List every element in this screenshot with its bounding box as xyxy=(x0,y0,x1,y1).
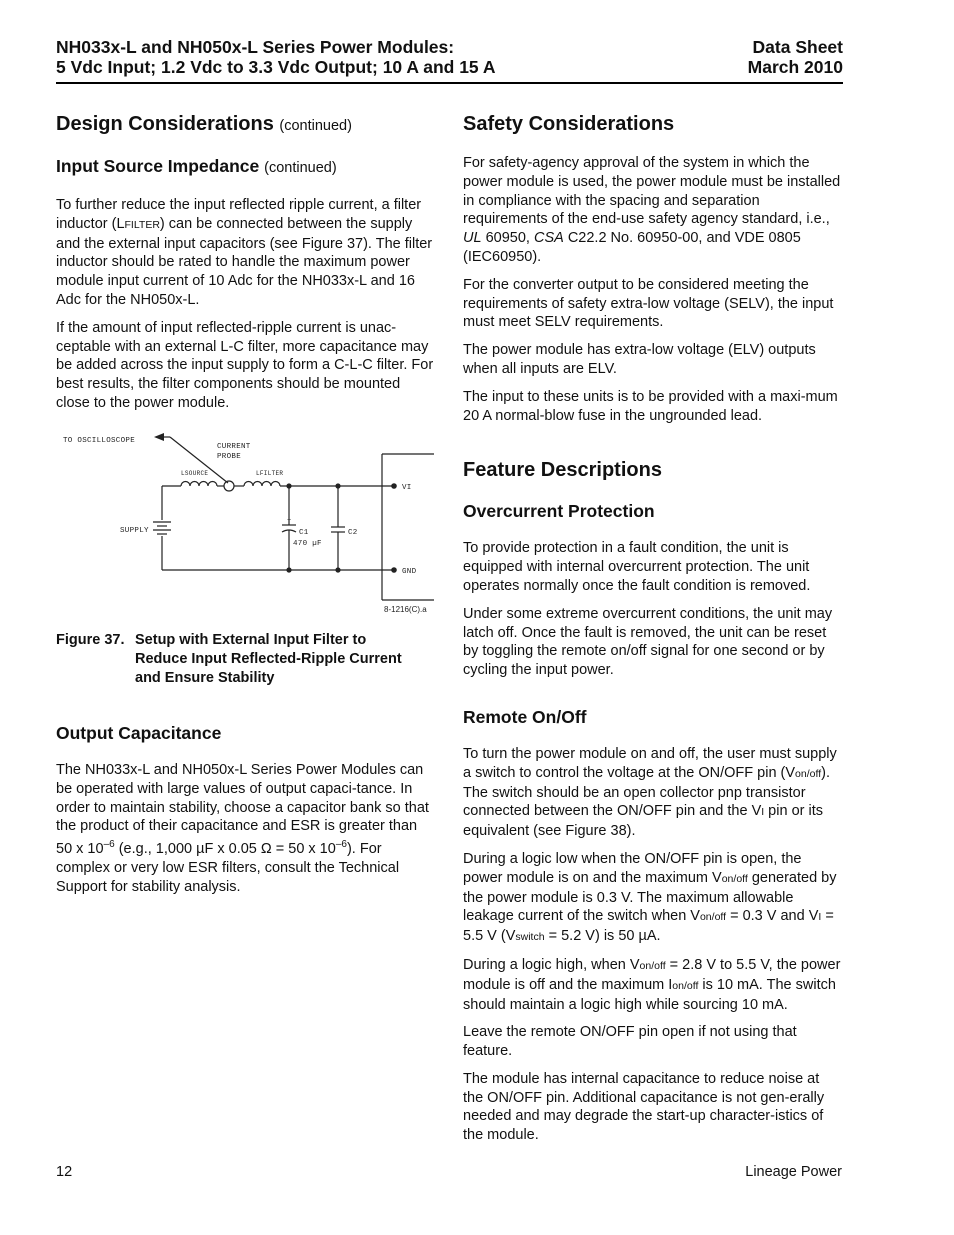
input-paragraph-1 xyxy=(56,196,436,310)
label-supply: SUPPLY xyxy=(120,527,149,535)
output-capacitance-section xyxy=(56,722,436,896)
lfilter-inductor xyxy=(244,482,280,487)
doc-type: Data Sheet xyxy=(752,37,843,57)
right-column xyxy=(463,112,843,1145)
s1-a: For safety-agency approval of the system in which the power module is used, the power module must be installed in compliance with the spacing and separation requirements of the end-use safety agency standard, i.e., xyxy=(463,155,841,228)
r2-c: = 0.3 V and V xyxy=(726,908,819,925)
remote-paragraph-3 xyxy=(463,956,843,1014)
overcurrent-heading: Overcurrent Protection xyxy=(463,501,655,522)
p1-a: To further reduce the input reflected ripple current, a filter inductor (L xyxy=(56,197,422,232)
input-source-heading xyxy=(56,155,436,179)
label-to-oscilloscope: TO OSCILLOSCOPE xyxy=(63,437,136,445)
r2-sub2: on/off xyxy=(699,911,727,924)
figure-37-schematic xyxy=(56,422,440,618)
header-title-line2: 5 Vdc Input; 1.2 Vdc to 3.3 Vdc Output; 10 A and 15 A xyxy=(56,57,496,77)
gnd-terminal-dot xyxy=(391,567,397,573)
label-lsource: LSOURCE xyxy=(181,470,209,477)
oscilloscope-arrow-icon xyxy=(154,433,164,441)
doc-date: March 2010 xyxy=(747,57,843,77)
output-capacitance-heading: Output Capacitance xyxy=(56,723,222,743)
r3-sub1: on/off xyxy=(639,959,666,972)
header-meta xyxy=(748,37,843,77)
header-title-line1: NH033x-L and NH050x-L Series Power Modules: xyxy=(56,37,455,57)
s1-c: C22.2 No. 60950-00, and VDE 0805 (IEC60950). xyxy=(463,230,801,265)
current-probe-loop xyxy=(224,481,234,491)
s1-b: 60950, xyxy=(481,230,534,247)
figure-code: 8-1216(C).a xyxy=(384,605,427,614)
r2-sub1: on/off xyxy=(721,872,748,885)
r3-c: is 10 mA. The switch should maintain a logic high while sourcing 10 mA. xyxy=(463,976,836,1013)
caption-line-2: Reduce Input Reflected-Ripple Current xyxy=(135,651,402,667)
vi-terminal-dot xyxy=(391,483,397,489)
remote-paragraph-4: Leave the remote ON/OFF pin open if not using that feature. xyxy=(463,1024,797,1060)
label-c2: C2 xyxy=(348,529,358,537)
p1-sub: FILTER xyxy=(124,218,160,231)
r2-d: = 5.5 V (V xyxy=(463,908,834,945)
junction-dot xyxy=(335,483,340,488)
r1-a: To turn the power module on and off, the user must supply a switch to control the voltage at the ON/OFF pin (V xyxy=(463,745,837,781)
remote-paragraph-1 xyxy=(463,745,843,841)
figure-37-caption xyxy=(56,631,436,688)
p3-exp1: –6 xyxy=(103,839,115,851)
label-c1-value: 470 µF xyxy=(293,540,322,548)
footer-company: Lineage Power xyxy=(745,1164,842,1180)
caption-number: Figure 37. xyxy=(56,632,125,648)
label-c1: C1 xyxy=(299,529,309,537)
junction-dot xyxy=(286,483,291,488)
r2-a: During a logic low when the ON/OFF pin is open, the power module is on and the maximum V xyxy=(463,850,802,886)
overcurrent-paragraph-1: To provide protection in a fault condition, the unit is equipped with internal overcurrent protection. The unit operates normally once the fault condition is removed. xyxy=(463,540,811,594)
junction-dot xyxy=(286,567,291,572)
design-considerations-heading xyxy=(56,112,436,138)
r1-b: ). The switch should be an open collector pnp transistor connected between the ON/OFF pin and the V xyxy=(463,764,830,820)
label-c1-plus: + xyxy=(287,517,292,525)
safety-paragraph-3: The power module has extra-low voltage (ELV) outputs when all inputs are ELV. xyxy=(463,342,816,377)
r1-sub2: I xyxy=(761,806,765,819)
output-paragraph xyxy=(56,761,436,896)
design-title: Design Considerations xyxy=(56,113,274,135)
safety-heading: Safety Considerations xyxy=(463,113,675,135)
p3-b: (e.g., 1,000 µF x 0.05 Ω = 50 x 10 xyxy=(114,841,336,858)
lsource-inductor xyxy=(181,482,217,487)
feature-descriptions-heading: Feature Descriptions xyxy=(463,459,662,482)
p1-b: ) can be connected between the supply and the external input capacitors (see Figure 37). The filter inductor should be rated to handle the maximum power module input current of 10 Adc for the NH033x-L and 16 Adc for the NH050x-L. xyxy=(56,215,433,308)
label-lfilter: LFILTER xyxy=(256,470,284,477)
header-title xyxy=(56,37,496,77)
r3-a: During a logic high, when V xyxy=(463,956,640,973)
left-column xyxy=(56,112,436,413)
caption-line-3: and Ensure Stability xyxy=(135,670,275,686)
junction-dot xyxy=(335,567,340,572)
label-vi: VI xyxy=(402,484,412,492)
p3-a: The NH033x-L and NH050x-L Series Power Modules can be operated with large values of output capaci-tance. In order to maintain stability, choose a capacitor bank so that the product of their capacitance and ESR is greater than 50 x 10 xyxy=(56,762,429,858)
input-cont: (continued) xyxy=(264,160,337,176)
s1-csa: CSA xyxy=(533,230,564,247)
r1-c: pin or its equivalent (see Figure 38). xyxy=(463,803,823,840)
r2-sub4: switch xyxy=(515,931,545,944)
safety-paragraph-1 xyxy=(463,154,843,267)
r1-sub1: on/off xyxy=(795,767,822,780)
remote-onoff-heading: Remote On/Off xyxy=(463,706,587,727)
label-probe: PROBE xyxy=(217,453,242,461)
page-number: 12 xyxy=(56,1164,73,1180)
remote-paragraph-5: The module has internal capacitance to reduce noise at the ON/OFF pin. Additional capacitance is not gen-erally needed and may degrade the start-up character-istics of the module. xyxy=(463,1070,825,1144)
caption-line-1: Setup with External Input Filter to xyxy=(135,632,367,648)
r2-e: = 5.2 V) is 50 µA. xyxy=(544,928,661,945)
safety-paragraph-2: For the converter output to be considered meeting the requirements of safety extra-low voltage (SELV), the input must meet SELV requirements. xyxy=(463,276,834,331)
safety-paragraph-4: The input to these units is to be provided with a maxi-mum 20 A normal-blow fuse in the ungrounded lead. xyxy=(463,388,838,424)
design-cont: (continued) xyxy=(279,118,352,134)
overcurrent-paragraph-2: Under some extreme overcurrent conditions, the unit may latch off. Once the fault is removed, the unit can be reset by toggling the remote on/off signal for one second or by cycling the input power. xyxy=(463,605,833,679)
r2-b: generated by the power module is 0.3 V. The maximum allowable leakage current of the switch when V xyxy=(463,869,837,925)
r3-sub2: on/off xyxy=(672,979,699,992)
r3-b: = 2.8 V to 5.5 V, the power module is off and the maximum I xyxy=(463,956,841,993)
p3-c: ). For complex or very low ESR filters, consult the Technical Support for stability analysis. xyxy=(56,841,400,895)
s1-ul: UL xyxy=(463,230,482,247)
label-gnd: GND xyxy=(402,568,417,576)
header-rule xyxy=(56,82,843,84)
remote-paragraph-2 xyxy=(463,850,843,947)
input-paragraph-2: If the amount of input reflected-ripple current is unac-ceptable with an external L-C filter, more capacitance may be added across the input supply to form a C-L-C filter. For best results, the filter components should be mounted close to the power module. xyxy=(56,319,434,411)
p3-exp2: –6 xyxy=(335,839,347,851)
label-current: CURRENT xyxy=(217,443,251,451)
r2-sub3: I xyxy=(818,911,822,924)
input-title: Input Source Impedance xyxy=(56,156,260,176)
